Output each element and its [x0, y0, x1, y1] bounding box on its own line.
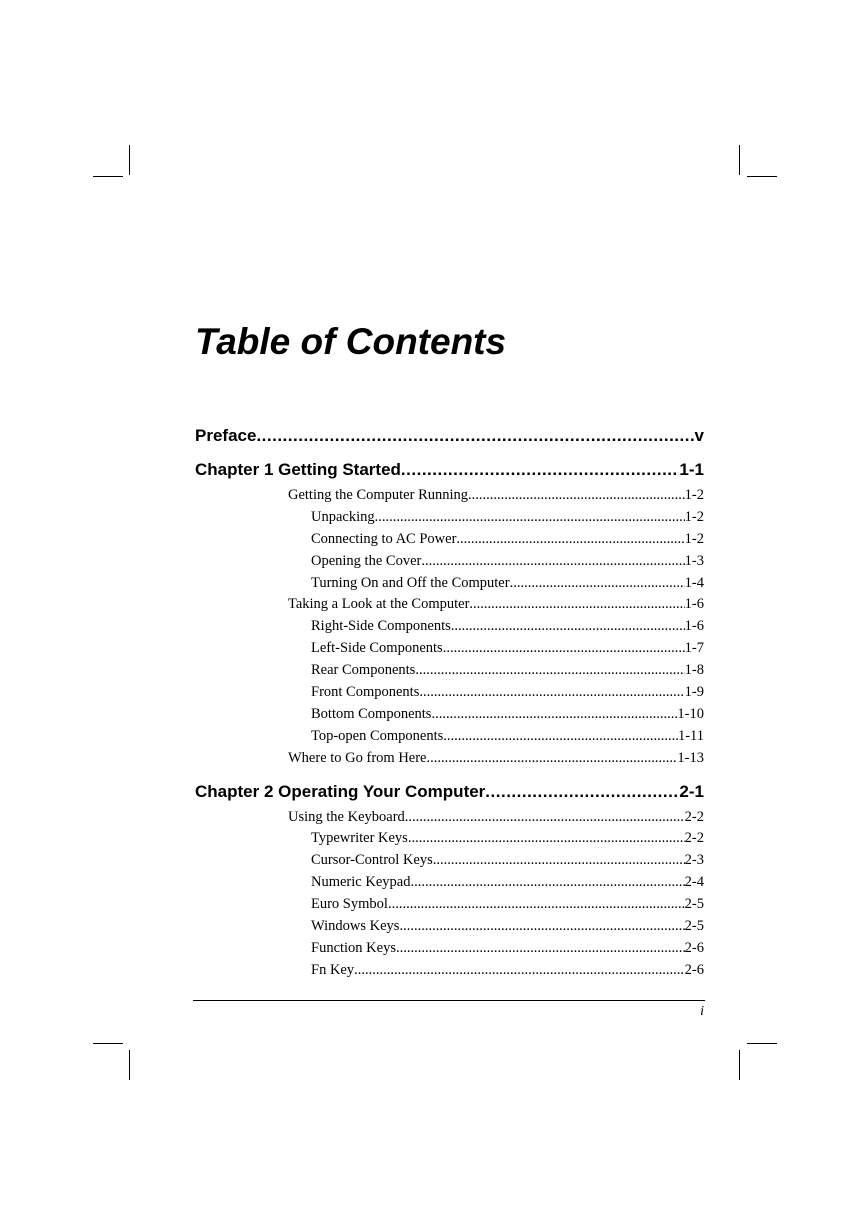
toc-entry-page: 2-2 — [684, 830, 704, 847]
toc-entry-page: 1-6 — [684, 596, 704, 613]
crop-mark — [93, 176, 123, 177]
toc-entry-page: v — [694, 426, 704, 445]
toc-entry[interactable] — [311, 660, 704, 682]
toc-entry[interactable] — [311, 616, 704, 638]
toc-leader — [410, 872, 684, 894]
toc-entry-page: 1-8 — [684, 662, 704, 679]
toc-leader — [256, 424, 694, 448]
toc-entry-label: Taking a Look at the Computer — [288, 596, 470, 613]
toc-leader — [399, 916, 684, 938]
toc-entry[interactable] — [311, 850, 704, 872]
toc-entry-label: Front Components — [311, 684, 420, 701]
crop-mark — [129, 145, 130, 175]
toc-leader — [419, 682, 684, 704]
toc-entry[interactable] — [311, 938, 704, 960]
toc-entry[interactable] — [311, 638, 704, 660]
toc-entry-page: 1-13 — [677, 749, 704, 766]
toc-entry[interactable] — [311, 551, 704, 573]
toc-entry-label: Connecting to AC Power — [311, 530, 457, 547]
toc-entry-label: Turning On and Off the Computer — [311, 574, 510, 591]
toc-entry-label: Rear Components — [311, 662, 416, 679]
toc-entry[interactable] — [311, 916, 704, 938]
toc-leader — [443, 638, 685, 660]
toc-entry-chapter-2[interactable] — [195, 780, 704, 804]
toc-entry-label: Using the Keyboard — [288, 808, 405, 825]
toc-leader — [408, 828, 685, 850]
toc-entry-label: Right-Side Components — [311, 618, 451, 635]
toc-entry-label: Function Keys — [311, 939, 396, 956]
toc-entry[interactable] — [311, 507, 704, 529]
crop-mark — [739, 1050, 740, 1080]
toc-leader — [431, 704, 677, 726]
crop-mark — [739, 145, 740, 175]
toc-entry[interactable] — [311, 704, 704, 726]
toc-entry-label: Typewriter Keys — [311, 830, 408, 847]
toc-entry[interactable] — [288, 748, 704, 770]
toc-leader — [375, 507, 685, 529]
toc-entry-label: Top-open Components — [311, 727, 444, 744]
chapter-2-entries — [195, 807, 704, 982]
toc-entry-label: Fn Key — [311, 961, 355, 978]
toc-leader — [421, 551, 684, 573]
toc-leader — [427, 748, 678, 770]
toc-entry-page: 1-2 — [684, 508, 704, 525]
toc-entry-page: 1-11 — [677, 727, 704, 744]
toc-leader — [456, 529, 684, 551]
footer-divider — [193, 1000, 705, 1001]
toc-leader — [388, 894, 685, 916]
toc-entry-page: 2-6 — [684, 961, 704, 978]
toc-entry-label: Where to Go from Here — [288, 749, 427, 766]
toc-entry-page: 1-6 — [684, 618, 704, 635]
toc-entry-page: 1-9 — [684, 684, 704, 701]
toc-leader — [485, 780, 679, 804]
toc-entry[interactable] — [311, 573, 704, 595]
toc-entry-label: Euro Symbol — [311, 896, 388, 913]
toc-entry-preface[interactable] — [195, 424, 704, 448]
toc-entry[interactable] — [311, 529, 704, 551]
toc-entry[interactable] — [288, 594, 704, 616]
toc-entry[interactable] — [311, 960, 704, 982]
toc-leader — [433, 850, 685, 872]
toc-entry-label: Bottom Components — [311, 705, 432, 722]
table-of-contents — [195, 424, 704, 982]
toc-entry-page: 1-10 — [677, 705, 704, 722]
toc-entry-label: Unpacking — [311, 508, 375, 525]
toc-entry-page: 2-5 — [684, 918, 704, 935]
crop-mark — [747, 176, 777, 177]
toc-entry-label: Windows Keys — [311, 918, 400, 935]
toc-leader — [510, 573, 685, 595]
toc-entry-label: Cursor-Control Keys — [311, 852, 433, 869]
toc-leader — [354, 960, 685, 982]
toc-entry-page: 2-4 — [684, 874, 704, 891]
page-number: i — [700, 1004, 704, 1019]
toc-leader — [401, 458, 680, 482]
toc-entry-page: 2-3 — [684, 852, 704, 869]
toc-entry[interactable] — [311, 828, 704, 850]
toc-entry-page: 1-2 — [684, 530, 704, 547]
toc-entry-label: Getting the Computer Running — [288, 487, 469, 503]
crop-mark — [129, 1050, 130, 1080]
toc-leader — [468, 485, 685, 507]
toc-leader — [469, 594, 684, 616]
toc-entry-page: 2-5 — [684, 896, 704, 913]
page-title: Table of Contents — [195, 321, 507, 362]
toc-entry-page: 2-2 — [684, 808, 704, 825]
toc-entry-page: 1-7 — [684, 640, 704, 657]
toc-entry-page: 1-4 — [684, 574, 704, 591]
toc-entry-label: Preface — [195, 426, 257, 445]
toc-entry-page: 2-6 — [684, 939, 704, 956]
toc-entry-label: Numeric Keypad — [311, 874, 411, 891]
toc-leader — [451, 616, 685, 638]
toc-leader — [405, 807, 685, 829]
toc-leader — [443, 726, 678, 748]
toc-entry[interactable] — [311, 726, 704, 748]
toc-entry[interactable] — [311, 894, 704, 916]
toc-entry-page: 2-1 — [679, 781, 704, 801]
toc-entry-page: 1-3 — [684, 552, 704, 569]
toc-entry[interactable] — [311, 872, 704, 894]
toc-entry-label: Opening the Cover — [311, 552, 422, 569]
toc-entry-label: Chapter 1 Getting Started — [195, 460, 401, 479]
toc-leader — [396, 938, 685, 960]
toc-entry[interactable] — [288, 807, 704, 829]
toc-entry-label: Chapter 2 Operating Your Computer — [195, 781, 486, 801]
crop-mark — [747, 1043, 777, 1044]
toc-leader — [415, 660, 684, 682]
toc-entry[interactable] — [311, 682, 704, 704]
toc-entry[interactable] — [288, 485, 704, 507]
chapter-1-entries — [195, 485, 704, 770]
toc-entry-page: 1-1 — [679, 460, 704, 479]
crop-mark — [93, 1043, 123, 1044]
toc-entry-label: Left-Side Components — [311, 640, 443, 657]
toc-entry-page: 1-2 — [684, 487, 704, 503]
toc-entry-chapter-1[interactable] — [195, 458, 704, 482]
